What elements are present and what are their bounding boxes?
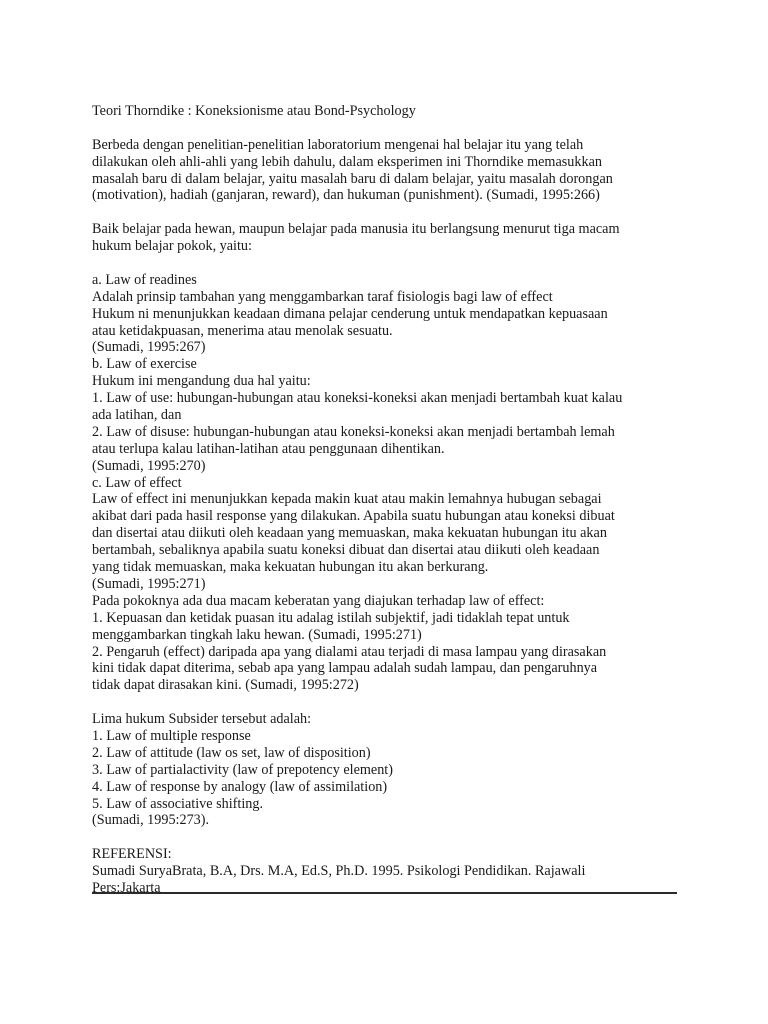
- paragraph-spacer: [92, 120, 682, 137]
- list-item: 1. Law of multiple response: [92, 727, 251, 744]
- text-line: masalah baru di dalam belajar, yaitu masalah baru di dalam belajar, yaitu masalah dorongan: [92, 170, 613, 187]
- text-line: yang tidak memuaskan, maka kekuatan hubungan itu akan berkurang.: [92, 559, 489, 576]
- text-line: 1. Law of use: hubungan-hubungan atau koneksi-koneksi akan menjadi bertambah kuat kalau: [92, 390, 623, 407]
- subsider-section: [92, 711, 682, 829]
- citation: (Sumadi, 1995:267): [92, 339, 206, 356]
- text-line: (motivation), hadiah (ganjaran, reward), dan hukuman (punishment). (Sumadi, 1995:266): [92, 187, 600, 204]
- list-item: 3. Law of partialactivity (law of prepotency element): [92, 761, 393, 778]
- text-line: tidak dapat dirasakan kini. (Sumadi, 1995:272): [92, 677, 359, 694]
- subsider-heading: Lima hukum Subsider tersebut adalah:: [92, 711, 312, 728]
- text-line: atau terlupa kalau latihan-latihan atau penggunaan dihentikan.: [92, 440, 445, 457]
- text-line: Pada pokoknya ada dua macam keberatan yang diajukan terhadap law of effect:: [92, 592, 545, 609]
- list-item: 5. Law of associative shifting.: [92, 795, 263, 812]
- law-heading: c. Law of effect: [92, 474, 182, 491]
- text-line: 1. Kepuasan dan ketidak puasan itu adalag istilah subjektif, jadi tidaklah tepat untuk: [92, 609, 570, 626]
- law-heading: a. Law of readines: [92, 271, 197, 288]
- text-line: Hukum ni menunjukkan keadaan dimana pelajar cenderung untuk mendapatkan kepuasaan: [92, 305, 608, 322]
- paragraph-spacer: [92, 829, 682, 846]
- text-line: hukum belajar pokok, yaitu:: [92, 238, 252, 255]
- law-heading: b. Law of exercise: [92, 356, 197, 373]
- text-line: dan disertai atau diikuti oleh keadaan yang memuaskan, maka kekuatan hubungan itu akan: [92, 525, 607, 542]
- paragraph-spacer: [92, 204, 682, 221]
- second-paragraph: [92, 221, 682, 255]
- footer-divider: [92, 892, 677, 894]
- citation: (Sumadi, 1995:270): [92, 457, 206, 474]
- text-line: 2. Pengaruh (effect) daripada apa yang dialami atau terjadi di masa lampau yang dirasakan: [92, 643, 607, 660]
- reference-entry: Pers:Jakarta: [92, 879, 161, 896]
- document-title: Teori Thorndike : Koneksionisme atau Bond-Psychology: [92, 103, 416, 119]
- references-section: [92, 846, 682, 897]
- citation: (Sumadi, 1995:271): [92, 575, 206, 592]
- document-body: [92, 103, 682, 897]
- text-line: Baik belajar pada hewan, maupun belajar pada manusia itu berlangsung menurut tiga macam: [92, 221, 620, 238]
- list-item: 4. Law of response by analogy (law of assimilation): [92, 778, 388, 795]
- text-line: akibat dari pada hasil response yang dilakukan. Apabila suatu hubungan atau koneksi dibuat: [92, 508, 615, 525]
- citation: (Sumadi, 1995:273).: [92, 812, 210, 829]
- text-line: Adalah prinsip tambahan yang menggambarkan taraf fisiologis bagi law of effect: [92, 288, 553, 305]
- references-heading: REFERENSI:: [92, 846, 172, 863]
- text-line: 2. Law of disuse: hubungan-hubungan atau koneksi-koneksi akan menjadi bertambah lemah: [92, 423, 615, 440]
- text-line: Hukum ini mengandung dua hal yaitu:: [92, 373, 311, 390]
- reference-entry: Sumadi SuryaBrata, B.A, Drs. M.A, Ed.S, Ph.D. 1995. Psikologi Pendidikan. Rajawali: [92, 863, 586, 880]
- text-line: menggambarkan tingkah laku hewan. (Sumadi, 1995:271): [92, 626, 422, 643]
- text-line: Berbeda dengan penelitian-penelitian laboratorium mengenai hal belajar itu yang telah: [92, 136, 584, 153]
- text-line: atau ketidakpuasan, menerima atau menolak sesuatu.: [92, 322, 393, 339]
- paragraph-spacer: [92, 694, 682, 711]
- text-line: ada latihan, dan: [92, 407, 182, 424]
- laws-section: [92, 272, 682, 694]
- text-line: Law of effect ini menunjukkan kepada makin kuat atau makin lemahnya hubugan sebagai: [92, 491, 602, 508]
- text-line: kini tidak dapat diterima, sebab apa yang lampau adalah sudah lampau, dan pengaruhnya: [92, 660, 598, 677]
- text-line: dilakukan oleh ahli-ahli yang lebih dahulu, dalam eksperimen ini Thorndike memasukkan: [92, 153, 602, 170]
- paragraph-spacer: [92, 255, 682, 272]
- list-item: 2. Law of attitude (law os set, law of disposition): [92, 744, 371, 761]
- text-line: bertambah, sebaliknya apabila suatu koneksi dibuat dan disertai atau diikuti oleh keadaan: [92, 542, 600, 559]
- intro-paragraph: [92, 137, 682, 205]
